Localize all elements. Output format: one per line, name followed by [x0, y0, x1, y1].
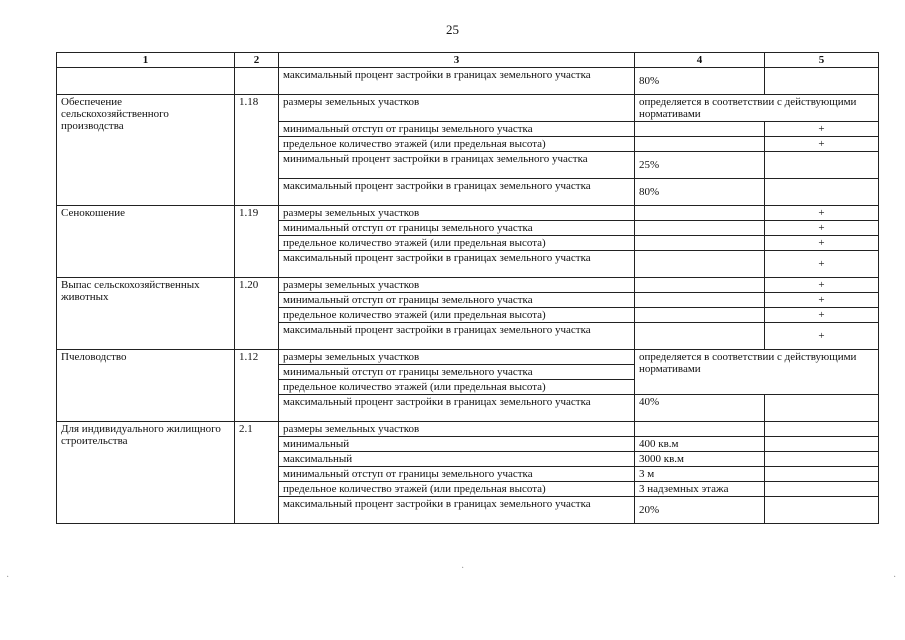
parameter-cell: предельное количество этажей (или предельная высота) [279, 380, 635, 395]
value-cell: 3 надземных этажа [635, 482, 765, 497]
code-cell [235, 68, 279, 95]
parameter-cell: предельное количество этажей (или предельная высота) [279, 137, 635, 152]
mark-cell: + [765, 323, 879, 350]
page-number: 25 [446, 22, 459, 37]
parameter-cell: минимальный [279, 437, 635, 452]
table-row [57, 422, 879, 437]
value-cell [635, 278, 765, 293]
value-cell [635, 323, 765, 350]
mark-cell [765, 422, 879, 437]
value-cell [635, 422, 765, 437]
value-cell [635, 293, 765, 308]
value-cell [635, 308, 765, 323]
parameter-cell: предельное количество этажей (или предельная высота) [279, 236, 635, 251]
mark-cell [765, 482, 879, 497]
mark-cell [765, 497, 879, 524]
value-cell: 20% [635, 497, 765, 524]
table-row [57, 206, 879, 221]
parameter-cell: минимальный отступ от границы земельного участка [279, 293, 635, 308]
value-cell: 40% [635, 395, 765, 422]
parameter-cell: максимальный процент застройки в границах земельного участка [279, 68, 635, 95]
value-cell: 25% [635, 152, 765, 179]
parameter-cell: максимальный [279, 452, 635, 467]
parameter-cell: размеры земельных участков [279, 350, 635, 365]
mark-cell [765, 467, 879, 482]
code-cell: 1.18 [235, 95, 279, 206]
header-col-3: 3 [279, 53, 635, 68]
parameter-cell: минимальный отступ от границы земельного участка [279, 221, 635, 236]
parameter-cell: размеры земельных участков [279, 206, 635, 221]
value-cell: определяется в соответствии с действующими нормативами [635, 350, 879, 395]
header-col-1: 1 [57, 53, 235, 68]
value-cell: 400 кв.м [635, 437, 765, 452]
mark-cell [765, 437, 879, 452]
value-cell: 80% [635, 68, 765, 95]
parameter-cell: максимальный процент застройки в границах земельного участка [279, 395, 635, 422]
mark-cell: + [765, 122, 879, 137]
value-cell [635, 236, 765, 251]
code-cell: 1.12 [235, 350, 279, 422]
value-cell: 80% [635, 179, 765, 206]
code-cell: 2.1 [235, 422, 279, 524]
parameter-cell: максимальный процент застройки в границах земельного участка [279, 179, 635, 206]
table-row [57, 350, 879, 365]
table-header-row [57, 53, 879, 68]
use-type-cell: Выпас сельскохозяйственных животных [57, 278, 235, 350]
header-col-5: 5 [765, 53, 879, 68]
mark-cell [765, 452, 879, 467]
use-type-cell: Пчеловодство [57, 350, 235, 422]
code-cell: 1.20 [235, 278, 279, 350]
mark-cell: + [765, 251, 879, 278]
regulations-table [56, 52, 879, 524]
scan-speck: · [893, 572, 897, 583]
mark-cell: + [765, 293, 879, 308]
mark-cell: + [765, 308, 879, 323]
parameter-cell: предельное количество этажей (или предельная высота) [279, 308, 635, 323]
mark-cell: + [765, 278, 879, 293]
header-col-4: 4 [635, 53, 765, 68]
mark-cell: + [765, 137, 879, 152]
parameter-cell: минимальный отступ от границы земельного участка [279, 122, 635, 137]
parameter-cell: минимальный отступ от границы земельного участка [279, 467, 635, 482]
mark-cell: + [765, 206, 879, 221]
table-row [57, 68, 879, 95]
value-cell [635, 137, 765, 152]
mark-cell [765, 395, 879, 422]
table-row [57, 95, 879, 122]
value-cell: 3000 кв.м [635, 452, 765, 467]
mark-cell [765, 152, 879, 179]
parameter-cell: размеры земельных участков [279, 422, 635, 437]
parameter-cell: минимальный процент застройки в границах земельного участка [279, 152, 635, 179]
value-cell [635, 206, 765, 221]
parameter-cell: максимальный процент застройки в границах земельного участка [279, 323, 635, 350]
value-cell [635, 221, 765, 236]
parameter-cell: максимальный процент застройки в границах земельного участка [279, 497, 635, 524]
use-type-cell [57, 68, 235, 95]
parameter-cell: минимальный отступ от границы земельного участка [279, 365, 635, 380]
parameter-cell: размеры земельных участков [279, 278, 635, 293]
scan-speck: · [6, 572, 10, 583]
parameter-cell: размеры земельных участков [279, 95, 635, 122]
scan-speck: · [461, 563, 465, 574]
mark-cell [765, 68, 879, 95]
value-cell: 3 м [635, 467, 765, 482]
value-cell [635, 122, 765, 137]
parameter-cell: предельное количество этажей (или предельная высота) [279, 482, 635, 497]
mark-cell: + [765, 236, 879, 251]
value-cell: определяется в соответствии с действующими нормативами [635, 95, 879, 122]
table-row [57, 278, 879, 293]
header-col-2: 2 [235, 53, 279, 68]
value-cell [635, 251, 765, 278]
mark-cell [765, 179, 879, 206]
code-cell: 1.19 [235, 206, 279, 278]
use-type-cell: Обеспечение сельскохозяйственного производства [57, 95, 235, 206]
use-type-cell: Сенокошение [57, 206, 235, 278]
parameter-cell: максимальный процент застройки в границах земельного участка [279, 251, 635, 278]
use-type-cell: Для индивидуального жилищного строительства [57, 422, 235, 524]
mark-cell: + [765, 221, 879, 236]
